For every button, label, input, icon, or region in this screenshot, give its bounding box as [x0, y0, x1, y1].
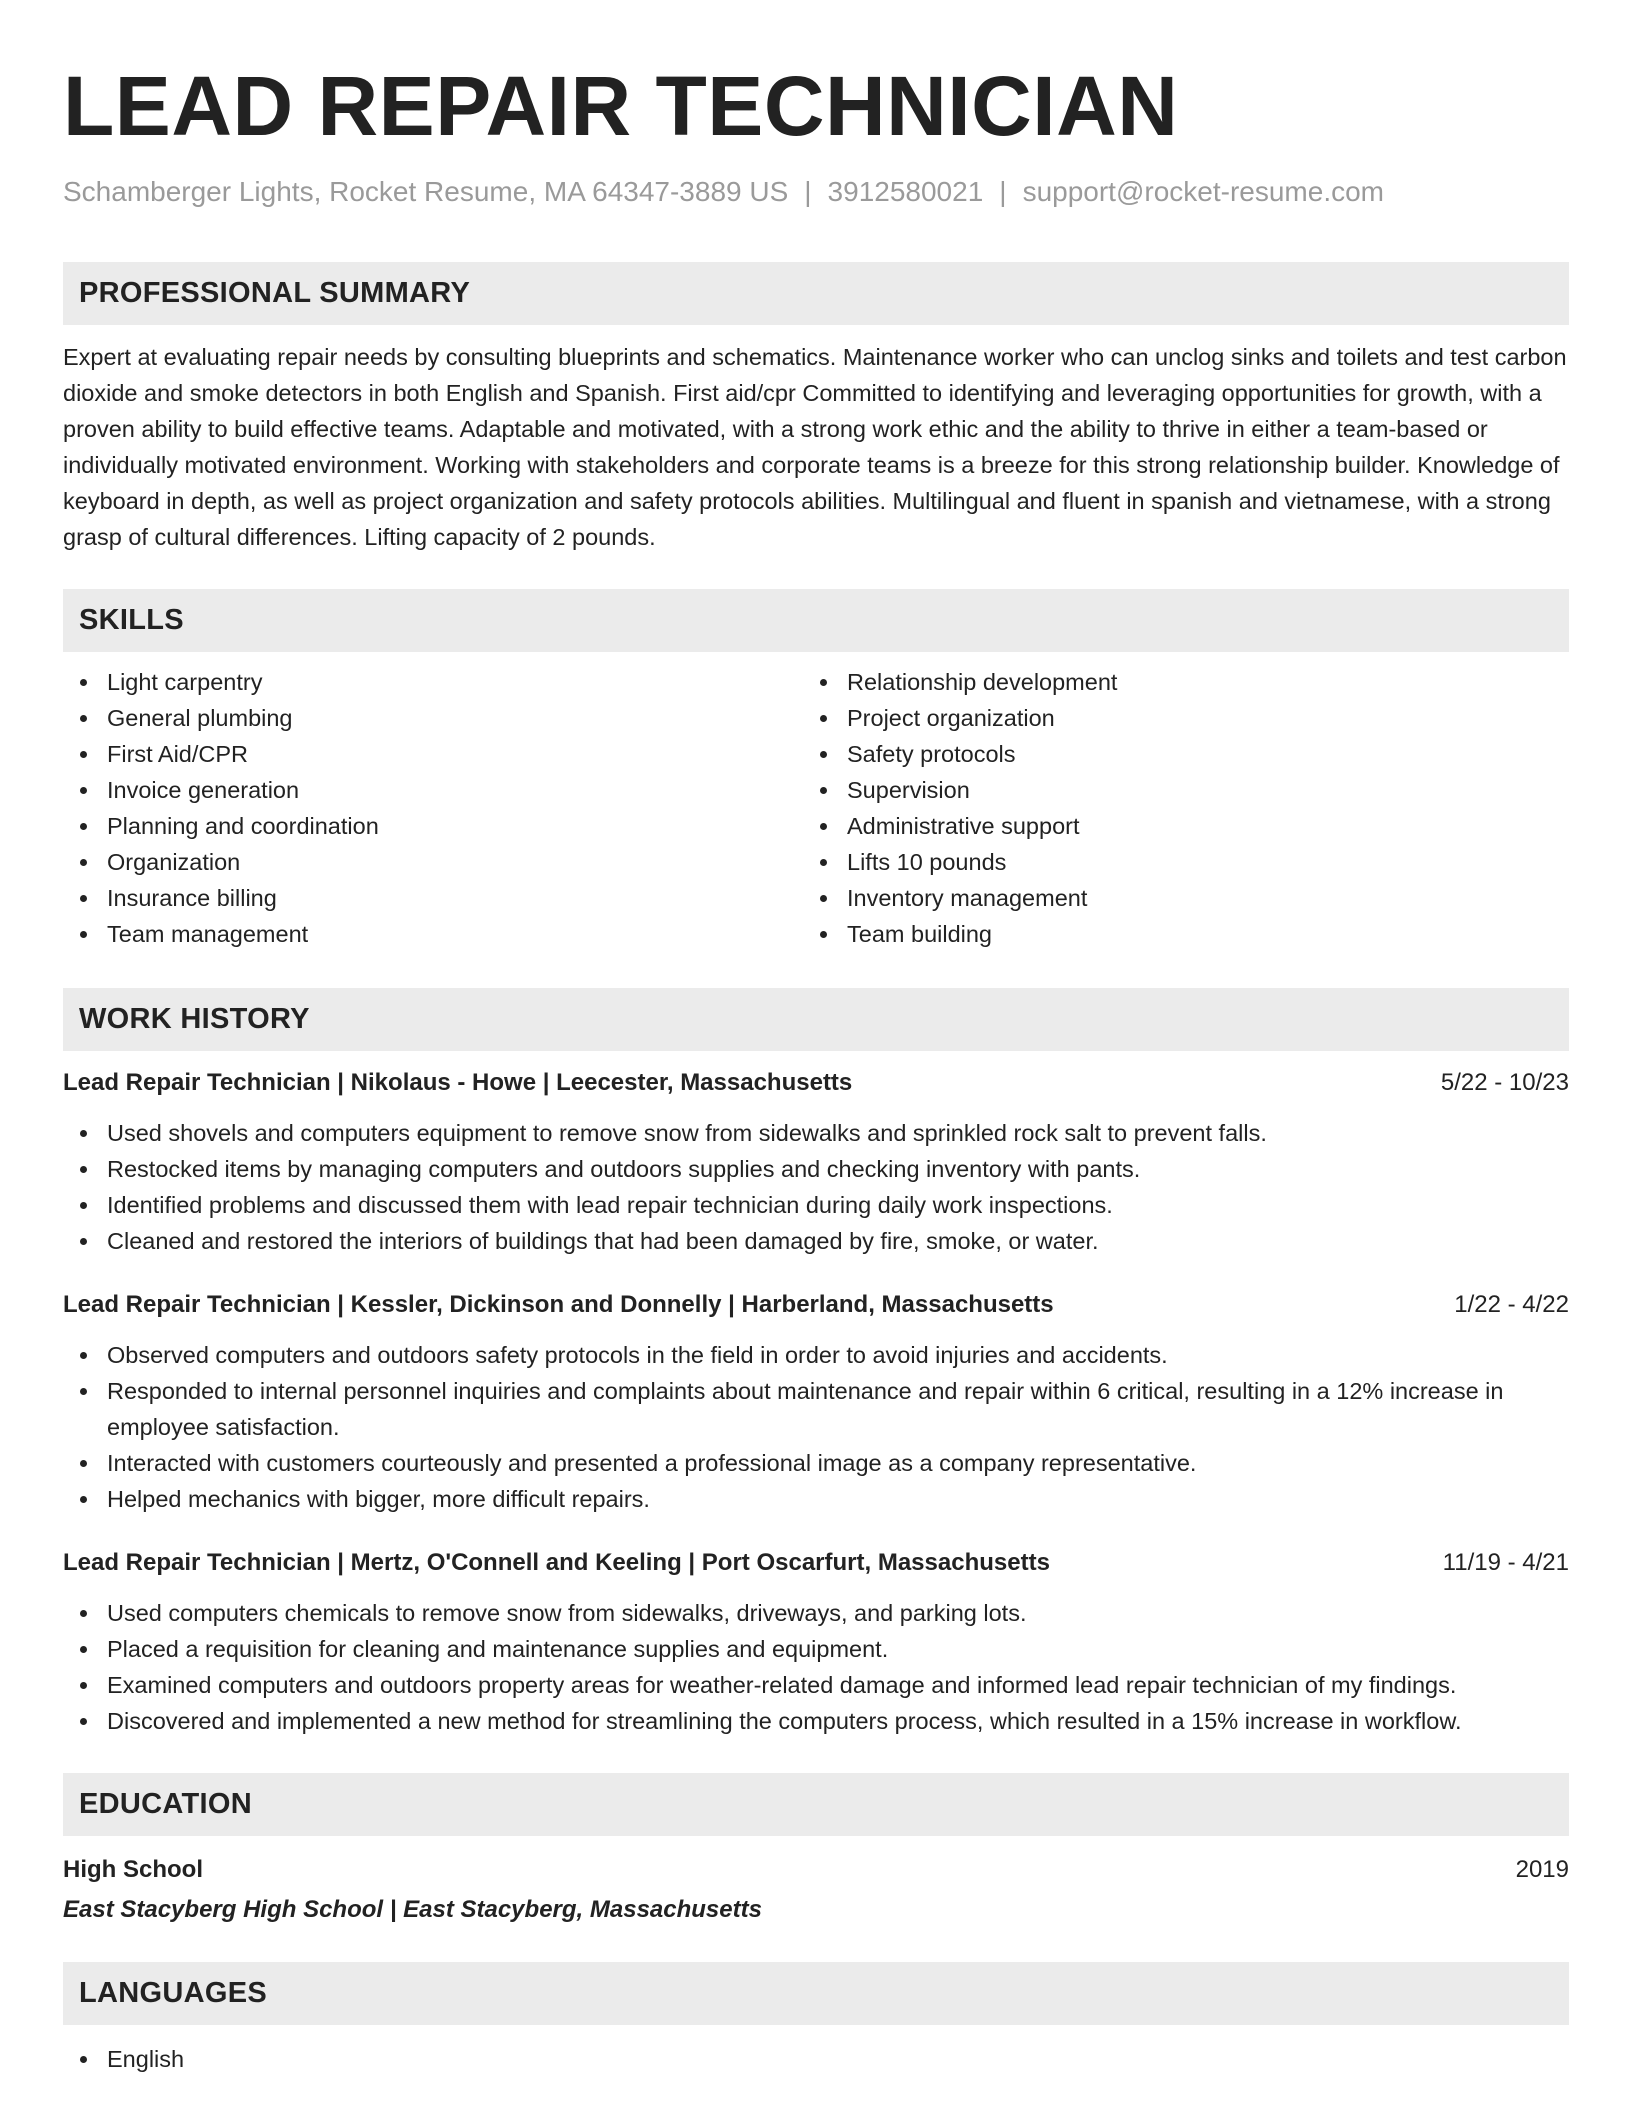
job-bullet: Observed computers and outdoors safety protocols in the field in order to avoid injuries and accidents.: [63, 1337, 1569, 1373]
job-bullet: Examined computers and outdoors property areas for weather-related damage and informed lead repair technician of my findings.: [63, 1667, 1569, 1703]
job-header: [63, 1287, 1569, 1323]
job-dates: 5/22 - 10/23: [1440, 1069, 1569, 1096]
skill-item: Relationship development: [803, 664, 1543, 700]
contact-address: Schamberger Lights, Rocket Resume, MA 64347-3889 US: [63, 176, 789, 207]
skills-columns: [63, 664, 1569, 952]
skill-item: Administrative support: [803, 808, 1543, 844]
job-dates: 11/19 - 4/21: [1442, 1549, 1569, 1576]
skill-item: Team management: [63, 916, 803, 952]
job-header: [63, 1065, 1569, 1101]
contact-separator: |: [804, 176, 812, 207]
skill-item: Organization: [63, 844, 803, 880]
education-degree: High School: [63, 1856, 203, 1883]
job-bullet: Placed a requisition for cleaning and maintenance supplies and equipment.: [63, 1631, 1569, 1667]
job-bullet: Responded to internal personnel inquiries and complaints about maintenance and repair within 6 critical, resulting in a 12% increase in employee satisfaction.: [63, 1373, 1569, 1445]
education-school: East Stacyberg High School | East Stacyberg, Massachusetts: [63, 1896, 762, 1923]
job-header: [63, 1545, 1569, 1581]
job-entry: [63, 1287, 1569, 1517]
job-title: Lead Repair Technician | Kessler, Dickinson and Donnelly | Harberland, Massachusetts: [63, 1291, 1054, 1318]
skill-item: Light carpentry: [63, 664, 803, 700]
section-heading-education: EDUCATION: [63, 1773, 1569, 1836]
section-heading-summary: PROFESSIONAL SUMMARY: [63, 262, 1569, 325]
job-entry: [63, 1065, 1569, 1259]
skills-list-right: [803, 664, 1543, 952]
language-item: English: [63, 2041, 1569, 2077]
job-bullets: [63, 1115, 1569, 1259]
skill-item: Project organization: [803, 700, 1543, 736]
job-bullet: Used shovels and computers equipment to remove snow from sidewalks and sprinkled rock salt to prevent falls.: [63, 1115, 1569, 1151]
job-bullet: Identified problems and discussed them with lead repair technician during daily work inspections.: [63, 1187, 1569, 1223]
section-heading-skills: SKILLS: [63, 589, 1569, 652]
skill-item: General plumbing: [63, 700, 803, 736]
contact-phone: 3912580021: [827, 176, 984, 207]
job-title: Lead Repair Technician | Nikolaus - Howe | Leecester, Massachusetts: [63, 1069, 853, 1096]
skill-item: Lifts 10 pounds: [803, 844, 1543, 880]
job-bullets: [63, 1595, 1569, 1739]
skill-item: Inventory management: [803, 880, 1543, 916]
section-heading-languages: LANGUAGES: [63, 1962, 1569, 2025]
contact-line: [63, 174, 1569, 210]
job-bullet: Used computers chemicals to remove snow from sidewalks, driveways, and parking lots.: [63, 1595, 1569, 1631]
job-entry: [63, 1545, 1569, 1739]
skills-column-left: [63, 664, 803, 952]
skills-column-right: [803, 664, 1543, 952]
skill-item: Supervision: [803, 772, 1543, 808]
contact-email: support@rocket-resume.com: [1022, 176, 1384, 207]
skill-item: Insurance billing: [63, 880, 803, 916]
skills-list-left: [63, 664, 803, 952]
job-bullet: Helped mechanics with bigger, more difficult repairs.: [63, 1481, 1569, 1517]
skill-item: Team building: [803, 916, 1543, 952]
skill-item: First Aid/CPR: [63, 736, 803, 772]
job-bullet: Restocked items by managing computers and outdoors supplies and checking inventory with pants.: [63, 1151, 1569, 1187]
section-heading-work-history: WORK HISTORY: [63, 988, 1569, 1051]
education-header: [63, 1852, 1569, 1888]
contact-separator: |: [999, 176, 1007, 207]
skill-item: Invoice generation: [63, 772, 803, 808]
skill-item: Planning and coordination: [63, 808, 803, 844]
job-bullet: Cleaned and restored the interiors of buildings that had been damaged by fire, smoke, or water.: [63, 1223, 1569, 1259]
job-dates: 1/22 - 4/22: [1454, 1291, 1569, 1318]
job-title: Lead Repair Technician | Mertz, O'Connell and Keeling | Port Oscarfurt, Massachusetts: [63, 1549, 1050, 1576]
languages-list: [63, 2041, 1569, 2077]
candidate-title: LEAD REPAIR TECHNICIAN: [63, 59, 1179, 153]
education-year: 2019: [1515, 1856, 1569, 1883]
job-bullets: [63, 1337, 1569, 1517]
skill-item: Safety protocols: [803, 736, 1543, 772]
job-bullet: Interacted with customers courteously and presented a professional image as a company representative.: [63, 1445, 1569, 1481]
summary-text: Expert at evaluating repair needs by consulting blueprints and schematics. Maintenance worker who can unclog sinks and toilets and test carbon dioxide and smoke detectors in both English and Spanish. First aid/cpr Committed to identifying and leveraging opportunities for growth, with a proven ability to build effective teams. Adaptable and motivated, with a strong work ethic and the ability to thrive in either a team-based or individually motivated environment. Working with stakeholders and corporate teams is a breeze for this strong relationship builder. Knowledge of keyboard in depth, as well as project organization and safety protocols abilities. Multilingual and fluent in spanish and vietnamese, with a strong grasp of cultural differences. Lifting capacity of 2 pounds.: [63, 344, 1567, 550]
job-bullet: Discovered and implemented a new method for streamlining the computers process, which resulted in a 15% increase in workflow.: [63, 1703, 1569, 1739]
